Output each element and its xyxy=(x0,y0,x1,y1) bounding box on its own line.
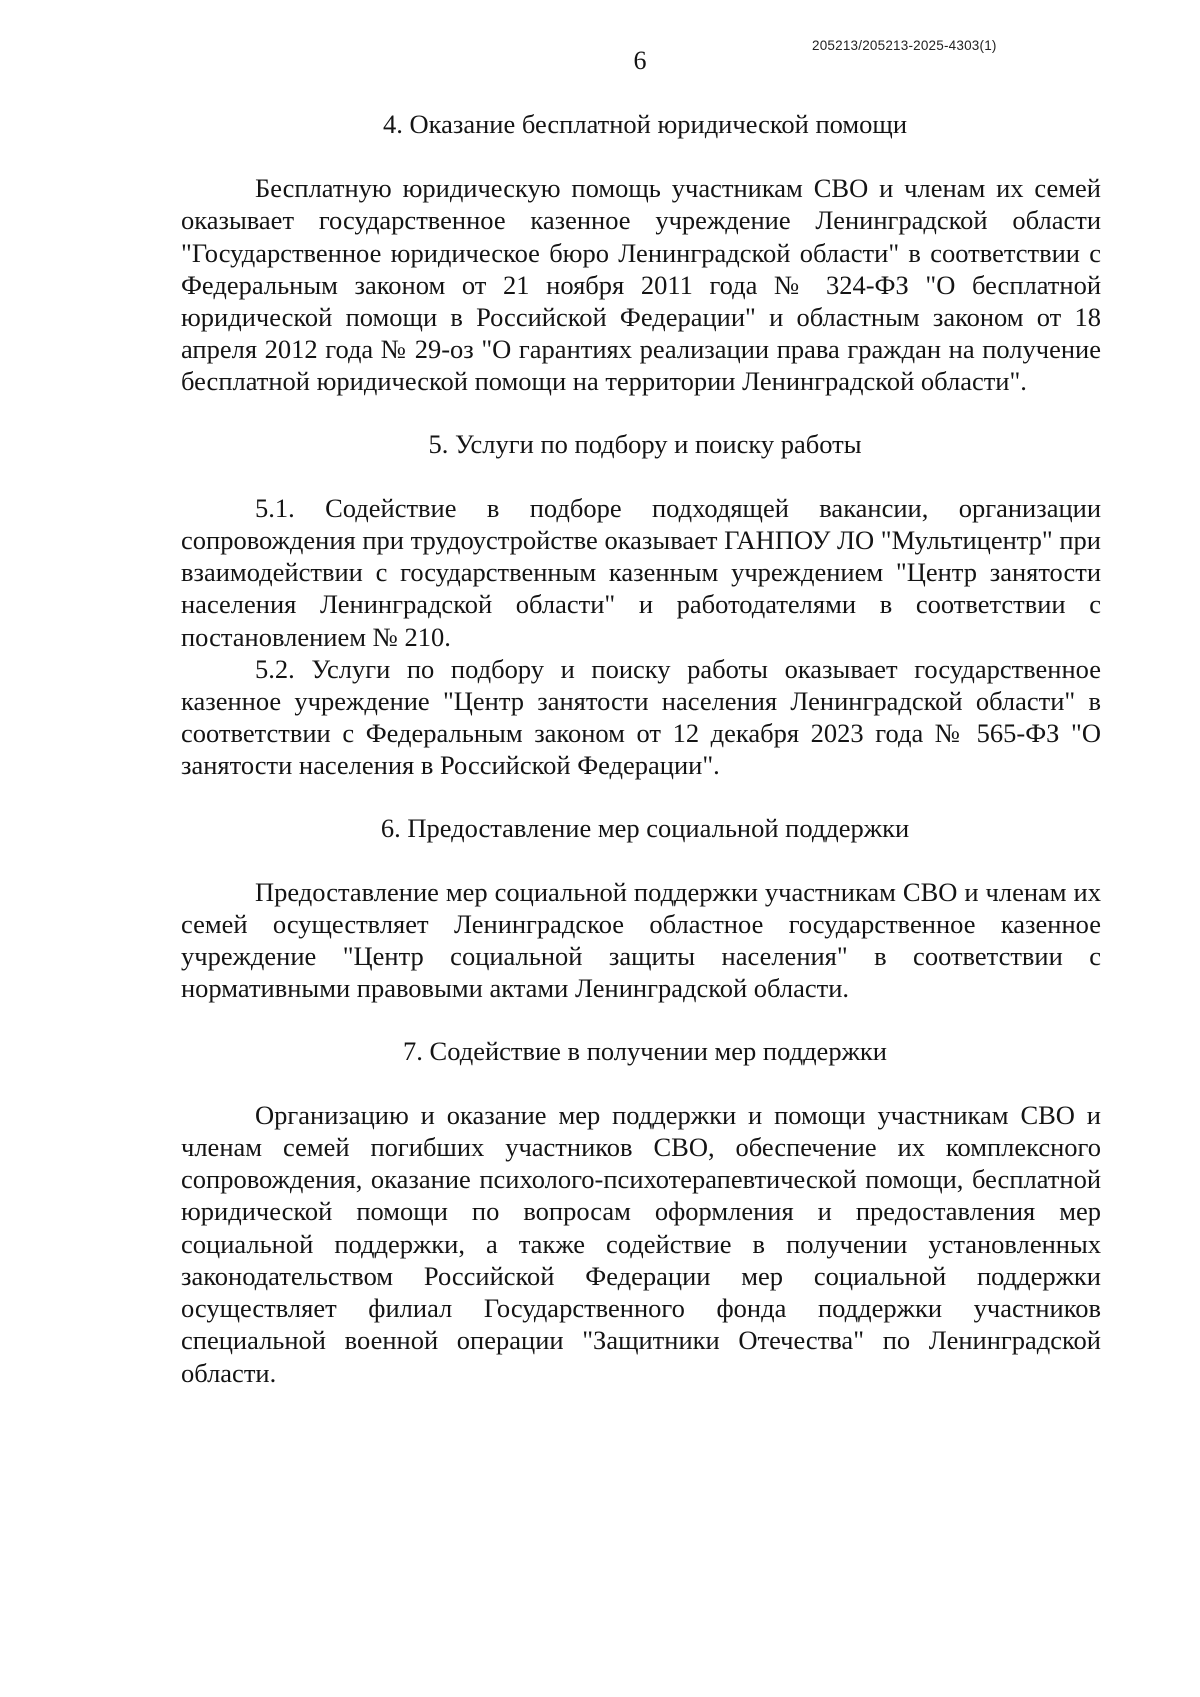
document-registration-code: 205213/205213-2025-4303(1) xyxy=(812,38,997,53)
section-paragraph: Бесплатную юридическую помощь участникам СВО и членам их семей оказывает государственное казенное учреждение Ленинградской области "Государственное юридическое бюро Ленинградской области" в соответствии с Федеральным законом от 21 ноября 2011 года № 324-ФЗ "О бесплатной юридической помощи в Российской Федерации" и областным законом от 18 апреля 2012 года № 29-оз "О гарантиях реализации права граждан на получение бесплатной юридической помощи на территории Ленинградской области". xyxy=(181,173,1101,397)
section-paragraph: Предоставление мер социальной поддержки участникам СВО и членам их семей осуществляет Ленинградское областное государственное казенное учреждение "Центр социальной защиты населения" в соответствии с нормативными правовыми актами Ленинградской области. xyxy=(181,876,1101,1004)
section-social-support xyxy=(181,812,1101,1005)
section-heading: 7. Содействие в получении мер поддержки xyxy=(403,1035,887,1066)
section-job-search xyxy=(181,428,1101,782)
document-body xyxy=(181,108,1101,1389)
section-heading: 5. Услуги по подбору и поиску работы xyxy=(428,428,862,459)
section-support-assistance xyxy=(181,1035,1101,1389)
section-paragraph: Организацию и оказание мер поддержки и помощи участникам СВО и членам семей погибших участников СВО, обеспечение их комплексного сопровождения, оказание психолого-психотерапевтической помощи, бесплатной юридической помощи по вопросам оформления и предоставления мер социальной поддержки, а также содействие в получении установленных законодательством Российской Федерации мер социальной поддержки осуществляет филиал Государственного фонда поддержки участников специальной военной операции "Защитники Отечества" по Ленинградской области. xyxy=(181,1099,1101,1388)
section-paragraph: 5.2. Услуги по подбору и поиску работы оказывает государственное казенное учреждение "Центр занятости населения Ленинградской области" в соответствии с Федеральным законом от 12 декабря 2023 года № 565-ФЗ "О занятости населения в Российской Федерации". xyxy=(181,653,1101,781)
section-free-legal-aid xyxy=(181,108,1101,398)
section-heading: 4. Оказание бесплатной юридической помощи xyxy=(383,109,907,139)
section-paragraph: 5.1. Содействие в подборе подходящей вакансии, организации сопровождения при трудоустройстве оказывает ГАНПОУ ЛО "Мультицентр" при взаимодействии с государственным казенным учреждением "Центр занятости населения Ленинградской области" и работодателями в соответствии с постановлением № 210. xyxy=(181,492,1101,652)
page-number: 6 xyxy=(633,46,647,75)
section-heading: 6. Предоставление мер социальной поддержки xyxy=(380,812,910,843)
